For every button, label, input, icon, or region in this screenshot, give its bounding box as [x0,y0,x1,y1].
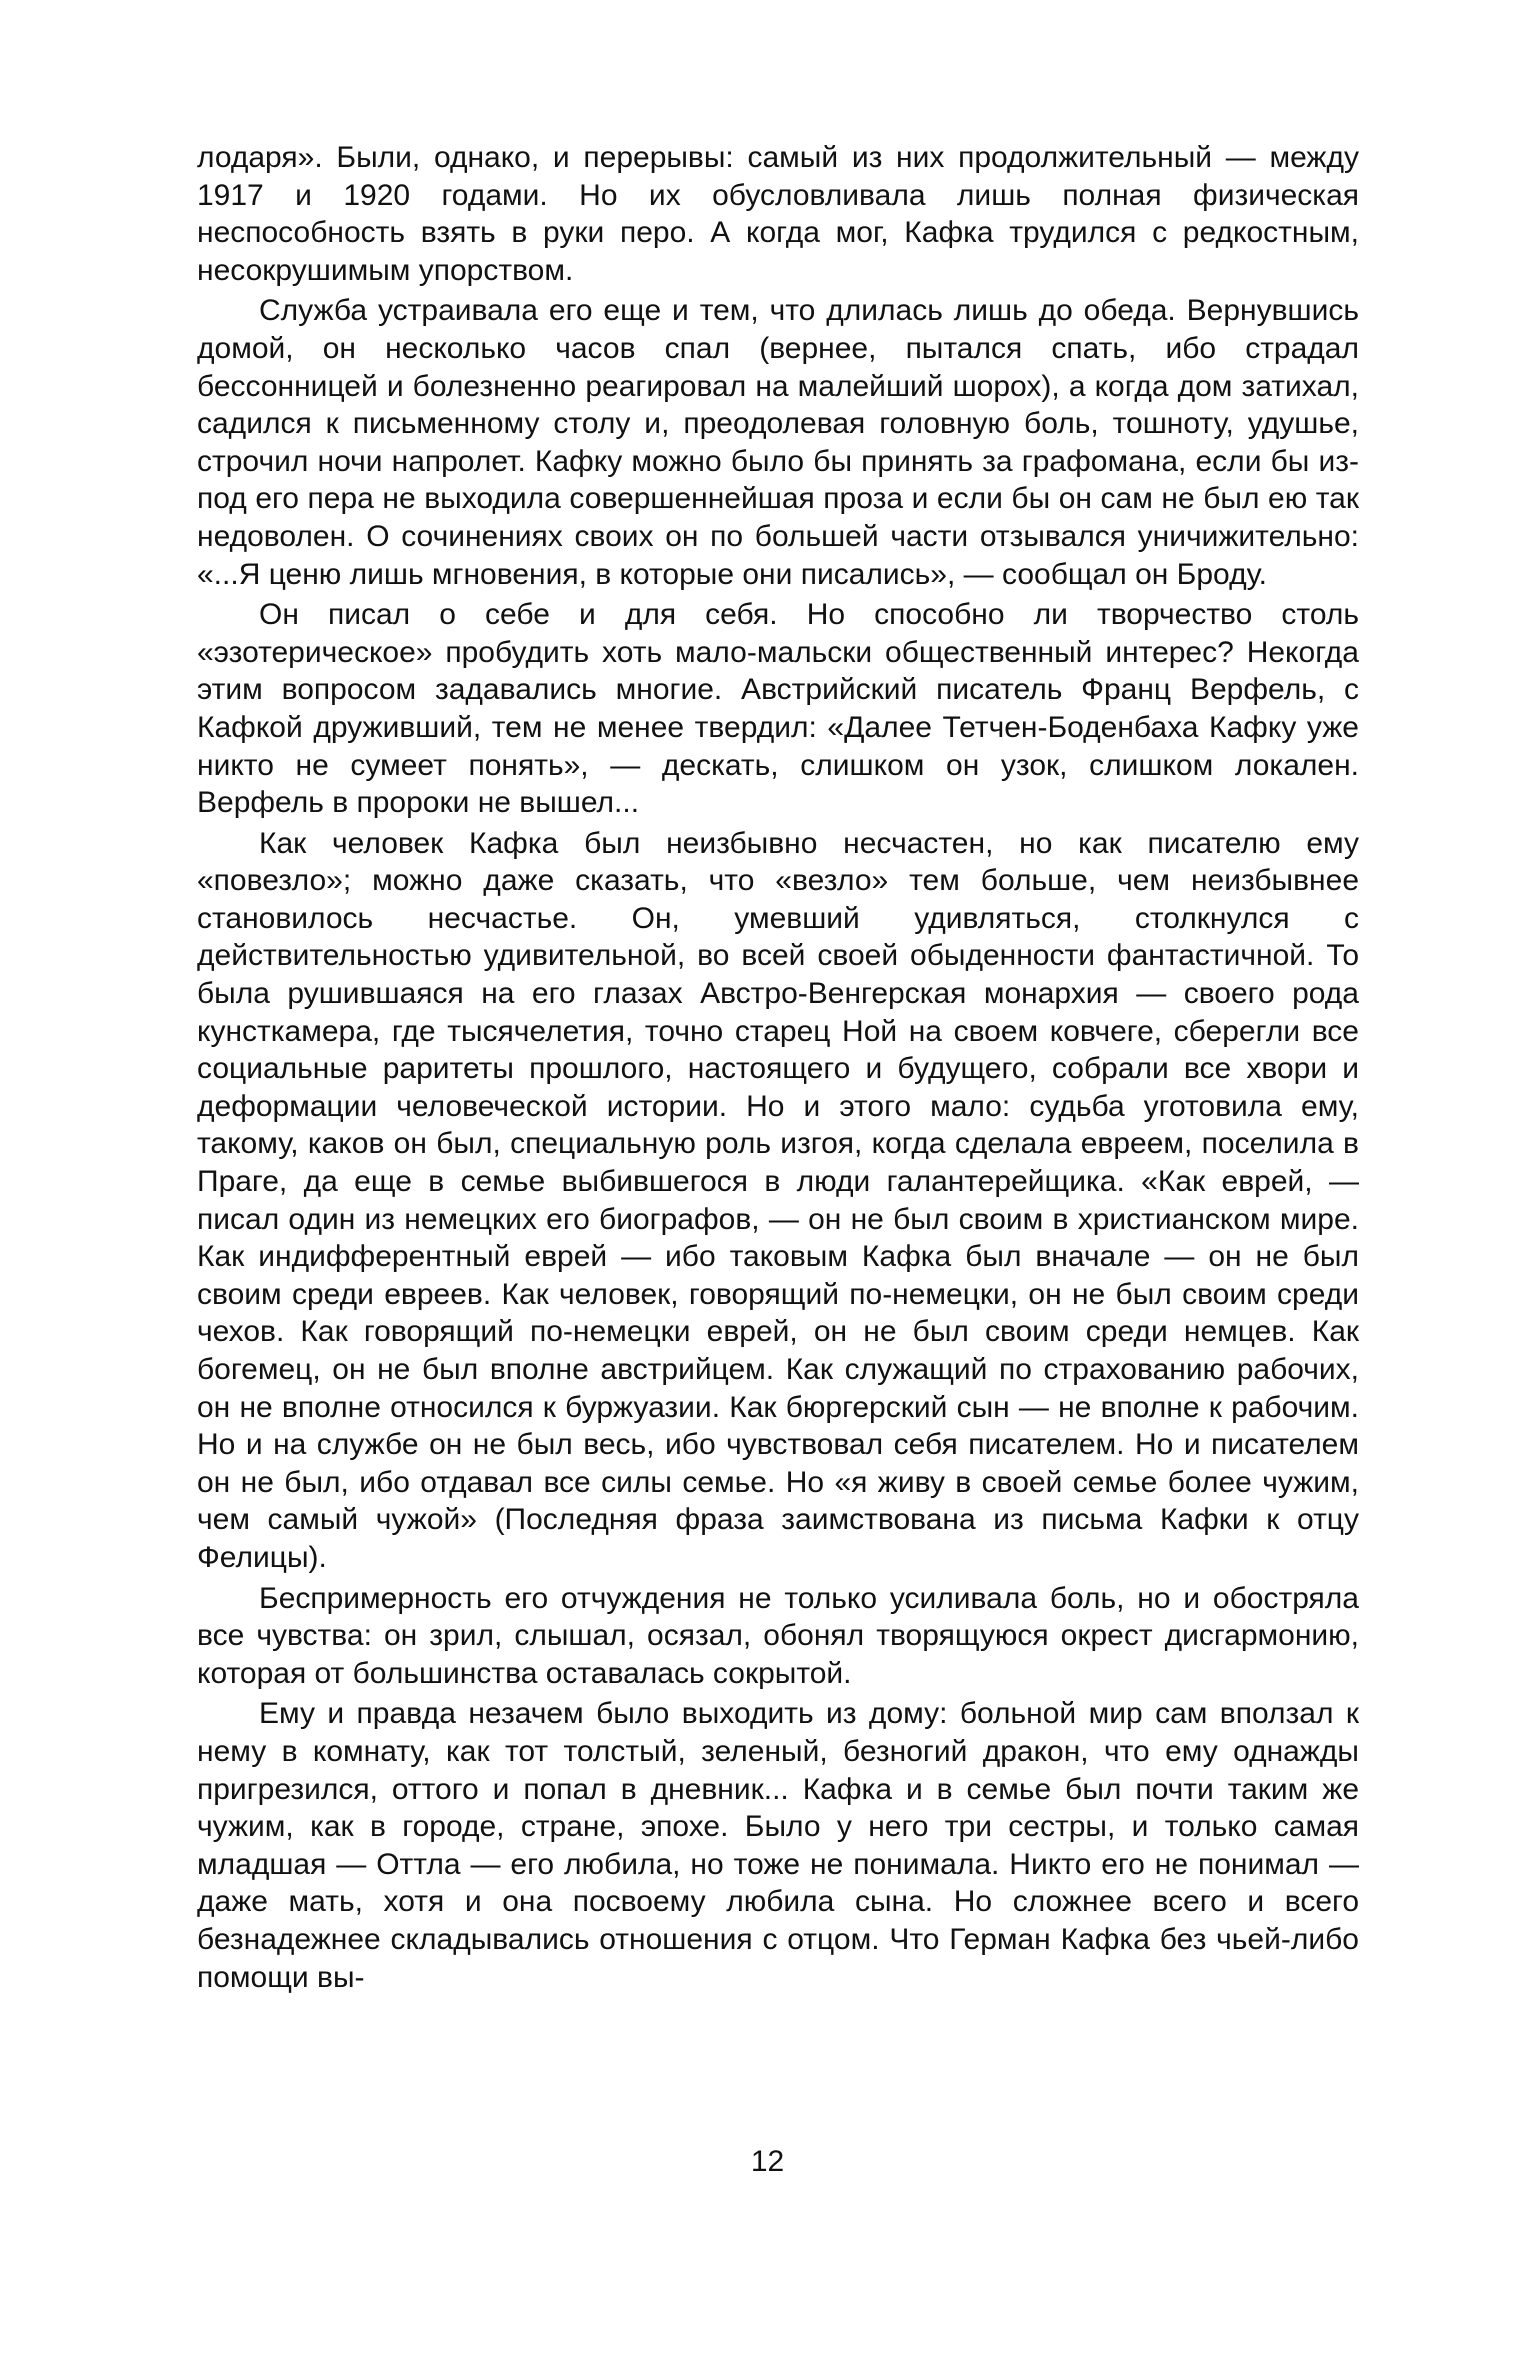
paragraph-2: Служба устраивала его еще и тем, что длилась лишь до обеда. Вернувшись домой, он несколько часов спал (вернее, пытался спать, ибо страдал бессонницей и болезненно реагировал на малейший шорох), а когда дом затихал, садился к письменному столу и, преодолевая головную боль, тошноту, удушье, строчил ночи напролет. Кафку можно было бы принять за графомана, если бы из-под его пера не выходила совершеннейшая проза и если бы он сам не был ею так недоволен. О сочинениях своих он по большей части отзывался уничижительно: «...Я ценю лишь мгновения, в которые они писались», — сообщал он Броду. [197,294,1359,591]
paragraph-6: Ему и правда незачем было выходить из дому: больной мир сам вползал к нему в комнату, как тот толстый, зеленый, безногий дракон, что ему однажды пригрезился, оттого и попал в дневник... Кафка и в семье был почти таким же чужим, как в городе, стране, эпохе. Было у него три сестры, и только самая младшая — Оттла — его любила, но тоже не понимала. Никто его не понимал — даже мать, хотя и она посвоему любила сына. Но сложнее всего и всего безнадежнее складывались отношения с отцом. Что Герман Кафка без чьей-либо помощи вы- [197,1697,1359,1994]
paragraph-5: Беспримерность его отчуждения не только усиливала боль, но и обостряла все чувства: он зрил, слышал, осязал, обонял творящуюся окрест дисгармонию, которая от большинства оставалась сокрытой. [197,1581,1359,1690]
body-text [197,139,1359,1999]
page-number: 12 [750,2145,785,2178]
paragraph-1: лодаря». Были, однако, и перерывы: самый из них продолжительный — между 1917 и 1920 годами. Но их обусловливала лишь полная физическая неспособность взять в руки перо. А когда мог, Кафка трудился с редкостным, несокрушимым упорством. [197,141,1359,287]
paragraph-3: Он писал о себе и для себя. Но способно ли творчество столь «эзотерическое» пробудить хоть мало-мальски общественный интерес? Некогда этим вопросом задавались многие. Австрийский писатель Франц Верфель, с Кафкой друживший, тем не менее твердил: «Далее Тетчен-Боденбаха Кафку уже никто не сумеет понять», — дескать, слишком он узок, слишком локален. Верфель в пророки не вышел... [197,598,1359,820]
paragraph-4: Как человек Кафка был неизбывно несчастен, но как писателю ему «повезло»; можно даже сказать, что «везло» тем больше, чем неизбывнее становилось несчастье. Он, умевший удивляться, столкнулся с действительностью удивительной, во всей своей обыденности фантастичной. То была рушившаяся на его глазах Австро-Венгерская монархия — своего рода кунсткамера, где тысячелетия, точно старец Ной на своем ковчеге, сберегли все социальные раритеты прошлого, настоящего и будущего, собрали все хвори и деформации человеческой истории. Но и этого мало: судьба уготовила ему, такому, каков он был, специальную роль изгоя, когда сделала евреем, поселила в Праге, да еще в семье выбившегося в люди галантерейщика. «Как еврей, — писал один из немецких его биографов, — он не был своим в христианском мире. Как индифферентный еврей — ибо таковым Кафка был вначале — он не был своим среди евреев. Как человек, говорящий по-немецки, он не был своим среди чехов. Как говорящий по-немецки еврей, он не был своим среди немцев. Как богемец, он не был вполне австрийцем. Как служащий по страхованию рабочих, он не вполне относился к буржуазии. Как бюргерский сын — не вполне к рабочим. Но и на службе он не был весь, ибо чувствовал себя писателем. Но и писателем он не был, ибо отдавал все силы семье. Но «я живу в своей семье более чужим, чем самый чужой» (Последняя фраза заимствована из письма Кафки к отцу Фелицы). [197,826,1359,1574]
